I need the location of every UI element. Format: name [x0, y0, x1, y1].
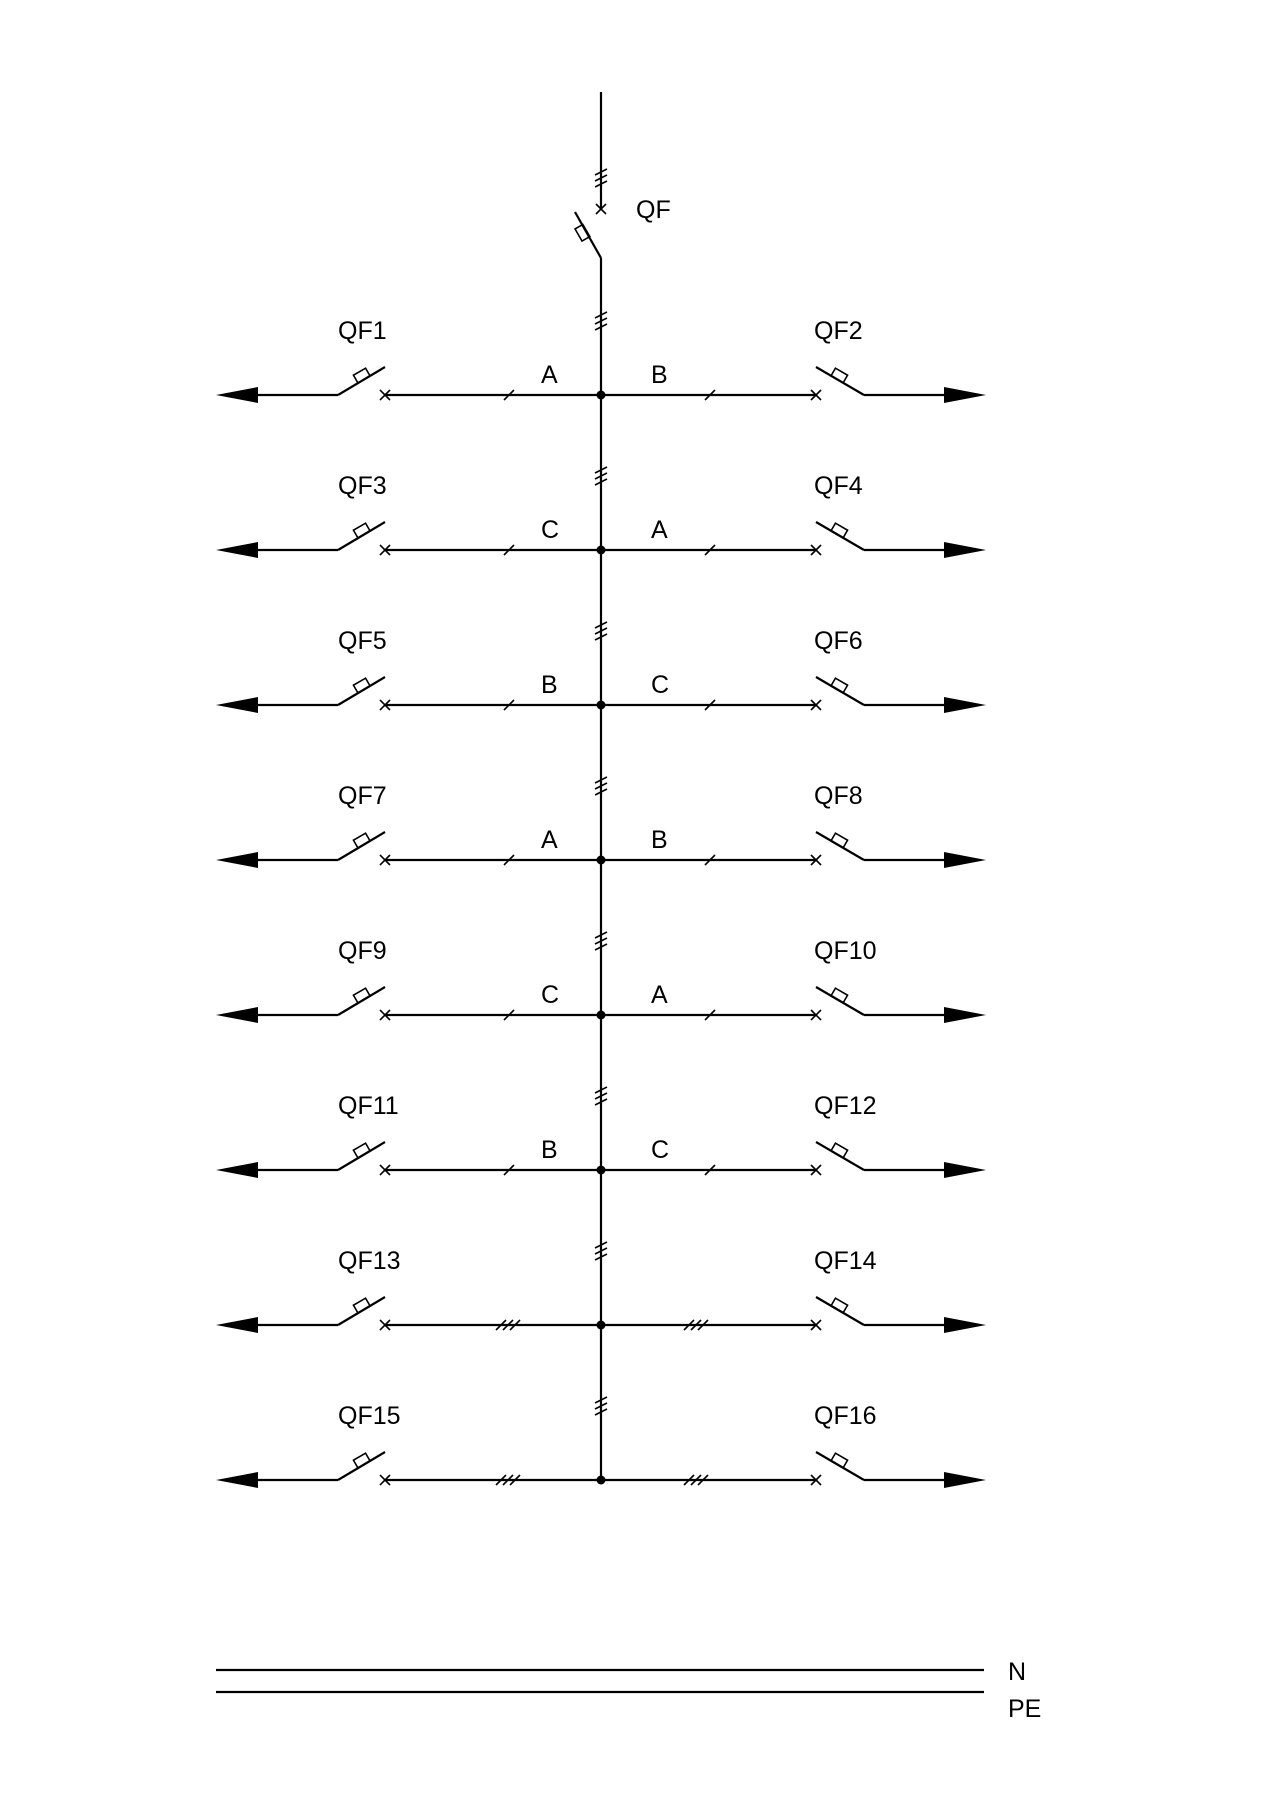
left-breaker-label: QF13	[338, 1247, 401, 1275]
right-branch	[601, 937, 986, 1023]
left-breaker-label: QF1	[338, 317, 387, 345]
bus-phase-ticks	[595, 467, 607, 485]
bus-phase-ticks	[595, 932, 607, 950]
left-phase-label: C	[541, 516, 560, 544]
left-arrow	[216, 542, 258, 558]
left-arrow	[216, 1007, 258, 1023]
right-arrow	[944, 1472, 986, 1488]
bus-phase-ticks	[595, 1087, 607, 1105]
left-phase-label: A	[541, 826, 558, 854]
right-breaker-label: QF2	[814, 317, 863, 345]
right-breaker-label: QF10	[814, 937, 877, 965]
neutral-bus-label: N	[1008, 1658, 1027, 1686]
left-branch	[216, 627, 601, 713]
left-phase-label: A	[541, 361, 558, 389]
right-arrow	[944, 852, 986, 868]
right-breaker-label: QF8	[814, 782, 863, 810]
right-phase-label: A	[651, 516, 668, 544]
right-branch	[601, 472, 986, 558]
left-arrow	[216, 387, 258, 403]
left-breaker-label: QF15	[338, 1402, 401, 1430]
bus-phase-ticks	[595, 1397, 607, 1415]
left-arrow	[216, 1472, 258, 1488]
bus-phase-ticks	[595, 1242, 607, 1260]
right-arrow	[944, 697, 986, 713]
left-branch	[216, 937, 601, 1023]
bus-phase-ticks	[595, 622, 607, 640]
left-phase-label: C	[541, 981, 560, 1009]
left-arrow	[216, 1162, 258, 1178]
left-breaker-label: QF7	[338, 782, 387, 810]
pe-bus-label: PE	[1008, 1695, 1042, 1723]
left-phase-label: B	[541, 1136, 558, 1164]
right-breaker-label: QF14	[814, 1247, 877, 1275]
left-breaker-label: QF11	[338, 1092, 399, 1120]
right-arrow	[944, 1317, 986, 1333]
right-phase-label: A	[651, 981, 668, 1009]
right-arrow	[944, 542, 986, 558]
bus-phase-ticks	[595, 777, 607, 795]
left-branch	[216, 317, 601, 403]
right-phase-label: C	[651, 1136, 670, 1164]
left-branch	[216, 1092, 601, 1178]
right-phase-label: C	[651, 671, 670, 699]
left-arrow	[216, 1317, 258, 1333]
left-breaker-label: QF3	[338, 472, 387, 500]
right-breaker-label: QF6	[814, 627, 863, 655]
right-arrow	[944, 387, 986, 403]
right-arrow	[944, 1007, 986, 1023]
bus-phase-ticks	[595, 312, 607, 330]
right-breaker-label: QF12	[814, 1092, 877, 1120]
right-branch	[601, 317, 986, 403]
left-branch	[216, 1247, 601, 1333]
left-arrow	[216, 697, 258, 713]
left-branch	[216, 782, 601, 868]
left-breaker-label: QF5	[338, 627, 387, 655]
right-breaker-label: QF4	[814, 472, 863, 500]
left-phase-label: B	[541, 671, 558, 699]
right-branch	[601, 1247, 986, 1333]
bus-lines	[216, 1658, 1041, 1723]
right-branch	[601, 1402, 986, 1488]
right-branch	[601, 627, 986, 713]
left-breaker-label: QF9	[338, 937, 387, 965]
right-branch	[601, 1092, 986, 1178]
right-breaker-label: QF16	[814, 1402, 877, 1430]
right-branch	[601, 782, 986, 868]
right-arrow	[944, 1162, 986, 1178]
right-phase-label: B	[651, 826, 668, 854]
left-branch	[216, 472, 601, 558]
main-breaker-label: QF	[636, 196, 671, 224]
main-feeder	[575, 92, 671, 1480]
left-arrow	[216, 852, 258, 868]
left-branch	[216, 1402, 601, 1488]
right-phase-label: B	[651, 361, 668, 389]
